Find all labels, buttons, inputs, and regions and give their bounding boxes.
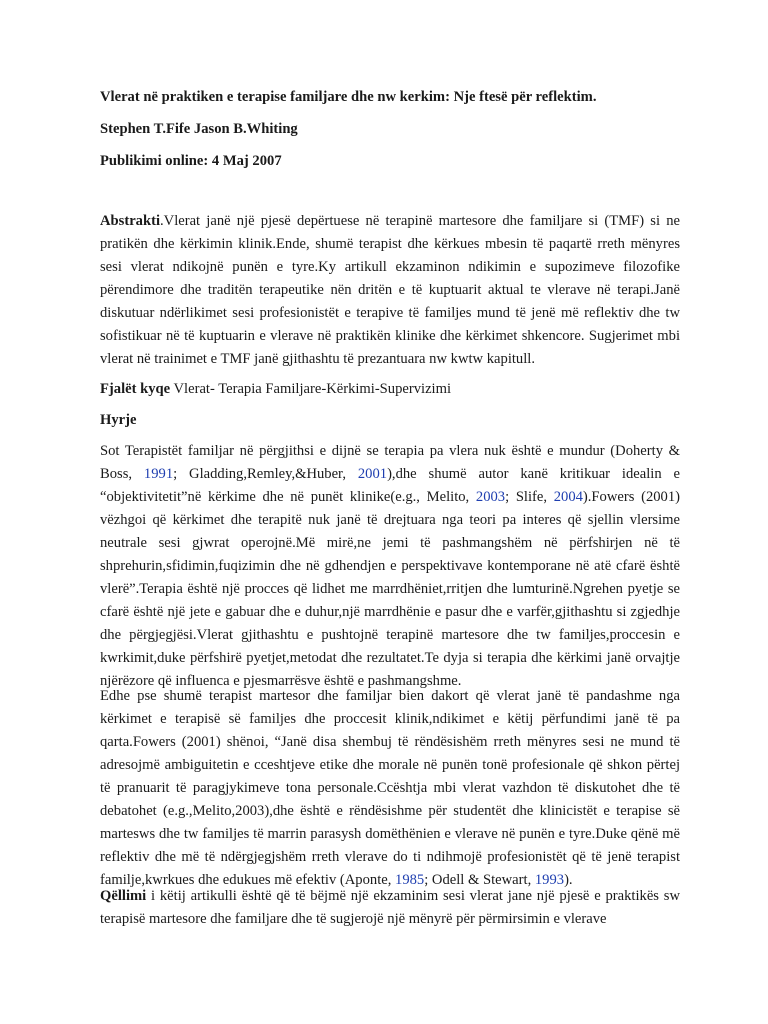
- keywords-label: Fjalët kyqe: [100, 381, 171, 397]
- paragraph-text: ),dhe shumë autor kanë kritikuar idealin e “objektivitetit”në kërkime dhe në punët klinike(e.g., Melito,: [100, 466, 680, 505]
- abstract-paragraph: [100, 210, 680, 371]
- citation-link[interactable]: 1991: [143, 466, 174, 482]
- citation-link[interactable]: 1985: [395, 872, 425, 888]
- citation-link[interactable]: 2004: [553, 489, 583, 505]
- paragraph-text: ; Gladding,Remley,&Huber,: [173, 466, 358, 482]
- abstract-text: .Vlerat janë një pjesë depërtuese në terapinë martesore dhe familjare si (TMF) si ne pratikën dhe kërkimin klinik.Ende, shumë terapist dhe kërkues mbesin të paqartë rreth mënyres sesi vlerat ndikojnë punën e tyre.Ky artikull ekzaminon ndikimin e supozimeve filozofike përendimore dhe traditën terapeutike nën dritën e të kuptuarit aktual te vlerave në terapi.Janë diskutuar ndërlikimet sesi profesionistët e terapive të familjes mund të jenë më reflektiv dhe tw sofistikuar në të kuptuarin e vlerave në praktikën klinike dhe kërkimet shkencore. Sugjerimet mbi vlerat në trainimet e TMF janë gjithashtu të prezantuara nw kwtw kapitull.: [100, 213, 680, 367]
- document-title: Vlerat në praktiken e terapise familjare dhe nw kerkim: Nje ftesë për reflektim.: [100, 89, 597, 105]
- citation-link[interactable]: 2003: [475, 489, 506, 505]
- keywords-text: Vlerat- Terapia Familjare-Kërkimi-Supervizimi: [170, 381, 452, 397]
- purpose-paragraph: [100, 885, 680, 931]
- citation-link[interactable]: 1993: [534, 872, 565, 888]
- second-paragraph: [100, 685, 680, 892]
- paragraph-text: ).: [564, 872, 573, 888]
- publication-date: Publikimi online: 4 Maj 2007: [100, 153, 282, 169]
- document-authors: Stephen T.Fife Jason B.Whiting: [100, 121, 298, 137]
- purpose-text: i këtij artikulli është që të bëjmë një ekzaminim sesi vlerat jane një pjesë e praktikës sw terapisë martesore dhe familjare dhe të sugjerojë një mënyrë për përmirsimin e vlerave: [100, 888, 680, 927]
- intro-paragraph: [100, 440, 680, 693]
- citation-link[interactable]: 2001: [357, 466, 388, 482]
- keywords-line: [100, 378, 680, 401]
- paragraph-text: Sot Terapistët familjar në përgjithsi e dijnë se terapia pa vlera nuk është e mundur (Doherty & Boss,: [100, 443, 680, 482]
- paragraph-text: ).Fowers (2001) vëzhgoi që kërkimet dhe terapitë nuk janë të drejtuara nga teori pa interes që sjellin vlersime neutrale sesi gjwrat operojnë.Më mirë,ne jemi të pashmangshëm në përfshirjen në të shprehurin,sfidimin,fuqizimin dhe në gdhendjen e perspektivave kontemporane në atë cfarë është vlerë”.Terapia është një procces që lidhet me marrdhëniet,rritjen dhe lumturinë.Ngrehen pyetje se cfarë është një jete e gabuar dhe e duhur,një marrdhënie e pasur dhe e varfër,gjithashtu si zgjedhje dhe përgjegjësi.Vlerat gjithashtu e pushtojnë terapinë martesore dhe tw familjes,proccesin e kwrkimit,duke përfshirë pyetjet,metodat dhe rezultatet.Te dyja si terapia dhe kërkimi janë orvajtje njërëzore që influenca e pjesmarrësve është e pashmangshme.: [100, 489, 680, 689]
- intro-heading: Hyrje: [100, 412, 137, 428]
- purpose-label: Qëllimi: [100, 888, 147, 904]
- paragraph-text: Edhe pse shumë terapist martesor dhe familjar bien dakort që vlerat janë të pandashme nga kërkimet e terapisë së familjes dhe proccesit klinik,ndikimet e këtij përfundimi janë të pa qarta.Fowers (2001) shënoi, “Janë disa shembuj të rëndësishëm rreth mënyres sesi ne mund të adresojmë ambiguitetin e cceshtjeve etike dhe morale në punën tonë profesionale që shkon përtej të pranuarit të paragjykimeve tona personale.Ccështja mbi vlerat vazhdon të diskutohet dhe të debatohet (e.g.,Melito,2003),dhe është e rëndësishme për studentët dhe klinicistët e terapise së martesws dhe tw familjes të marrin parasysh domëthënien e vlerave në punën e tyre.Duke qënë më reflektiv dhe më të ndërgjegjshëm rreth vlerave do ti ndihmojë profesionistët që të jenë terapist familje,kwrkues dhe edukues më efektiv (Aponte,: [100, 688, 680, 888]
- paragraph-text: ; Odell & Stewart,: [424, 872, 535, 888]
- abstract-label: Abstrakti: [100, 213, 160, 229]
- paragraph-text: ; Slife,: [505, 489, 554, 505]
